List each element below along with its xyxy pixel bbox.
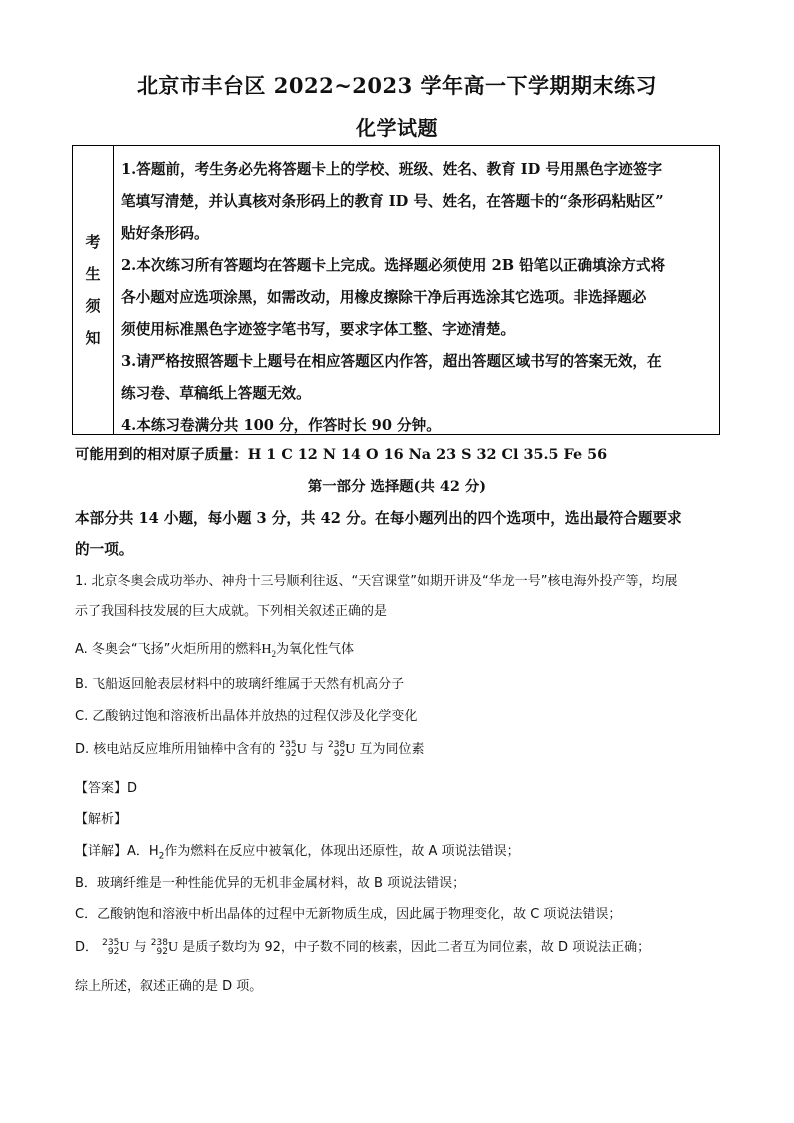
formula-subscript: 2: [271, 648, 277, 659]
atomic-number: 92: [333, 748, 346, 759]
question-stem: 示了我国科技发展的巨大成就。下列相关叙述正确的是: [75, 604, 388, 619]
detail-a: [75, 840, 725, 862]
detail-text: 是质子数均为 92，中子数不同的核素，因此二者互为同位素，故 D 项说法正确；: [182, 940, 651, 955]
detail-c: C．乙酸钠饱和溶液中析出晶体的过程中无新物质生成，因此属于物理变化，故 C 项说法错误；: [75, 907, 622, 922]
option-d-text: D. 核电站反应堆所用铀棒中含有的: [75, 742, 276, 757]
mass-number: 238: [328, 739, 346, 750]
notice-line: 笔填写清楚，并认真核对条形码上的教育 ID 号、姓名，在答题卡的“条形码粘贴区”: [121, 193, 664, 210]
mass-number: 235: [102, 937, 120, 948]
nuclide-u235: [102, 939, 119, 957]
detail-text: 与: [133, 940, 147, 955]
notice-line: 须使用标准黑色字迹签字笔书写，要求字体工整、字迹清楚。: [121, 321, 516, 338]
detail-text: D．: [75, 940, 99, 955]
notice-label-char: 须: [85, 297, 101, 315]
section-intro: 的一项。: [75, 541, 134, 558]
formula-subscript: 2: [158, 851, 165, 862]
option-a: [75, 638, 725, 659]
formula-symbol: H: [261, 642, 272, 657]
exam-notice-box: [72, 145, 720, 435]
document-title: 北京市丰台区 2022~2023 学年高一下学期期末练习: [136, 73, 658, 98]
element-symbol: U: [296, 742, 307, 757]
option-c: C. 乙酸钠过饱和溶液析出晶体并放热的过程仅涉及化学变化: [75, 709, 418, 724]
atomic-number: 92: [285, 748, 297, 759]
notice-line: 各小题对应选项涂黑，如需改动，用橡皮擦除干净后再选涂其它选项。非选择题必: [121, 289, 647, 306]
element-symbol: U: [119, 940, 130, 955]
notice-label-char: 生: [85, 265, 101, 283]
atomic-number: 92: [156, 946, 168, 957]
option-b: B. 飞船返回舱表层材料中的玻璃纤维属于天然有机高分子: [75, 677, 405, 692]
detail-text: 【详解】A．H: [75, 844, 159, 859]
nuclide-u235: [279, 741, 296, 759]
nuclide-u238: [328, 741, 345, 759]
notice-line: 1.答题前，考生务必先将答题卡上的学校、班级、姓名、教育 ID 号用黑色字迹签字: [121, 161, 663, 178]
detail-b: B．玻璃纤维是一种性能优异的无机非金属材料，故 B 项说法错误；: [75, 876, 466, 891]
element-symbol: U: [167, 940, 179, 955]
element-symbol: U: [345, 742, 356, 757]
notice-line: 2.本次练习所有答题均在答题卡上完成。选择题必须使用 2B 铅笔以正确填涂方式将: [121, 257, 666, 274]
notice-line: 3.请严格按照答题卡上题号在相应答题区内作答，超出答题区域书写的答案无效，在: [121, 353, 662, 370]
notice-line: 贴好条形码。: [121, 225, 209, 242]
option-d: [75, 738, 725, 759]
notice-line: 4.本练习卷满分共 100 分，作答时长 90 分钟。: [121, 417, 441, 434]
atomic-masses: 可能用到的相对原子质量：H 1 C 12 N 14 O 16 Na 23 S 32 Cl 35.5 Fe 56: [75, 446, 608, 463]
answer-line: 【答案】D: [75, 781, 138, 796]
section-intro: 本部分共 14 小题，每小题 3 分，共 42 分。在每小题列出的四个选项中，选出最符合题要求: [75, 510, 682, 527]
nuclide-u238: [151, 939, 168, 957]
atomic-number: 92: [107, 946, 120, 957]
option-d-text: 与: [310, 742, 324, 757]
question-stem: 1. 北京冬奥会成功举办、神舟十三号顺利往返、“天宫课堂”如期开讲及“华龙一号”核电海外投产等，均展: [75, 574, 678, 589]
section-heading: 第一部分 选择题(共 42 分): [307, 478, 487, 495]
option-d-text: 互为同位素: [359, 742, 425, 757]
notice-label-char: 知: [85, 329, 101, 347]
notice-label-char: 考: [85, 233, 101, 251]
notice-body: [114, 146, 719, 434]
detail-d: [75, 936, 725, 957]
notice-line: 练习卷、草稿纸上答题无效。: [121, 385, 311, 402]
notice-label: [73, 146, 114, 434]
option-a-text: A. 冬奥会“飞扬”火炬所用的燃料: [75, 642, 262, 657]
formula-h2: [261, 642, 276, 657]
detail-text: 作为燃料在反应中被氧化，体现出还原性，故 A 项说法错误；: [164, 844, 520, 859]
summary-line: 综上所述，叙述正确的是 D 项。: [75, 979, 263, 994]
option-a-text: 为氧化性气体: [276, 642, 355, 657]
mass-number: 238: [150, 937, 168, 948]
document-subtitle: 化学试题: [356, 116, 438, 140]
analysis-label: 【解析】: [75, 812, 128, 827]
mass-number: 235: [279, 739, 297, 750]
